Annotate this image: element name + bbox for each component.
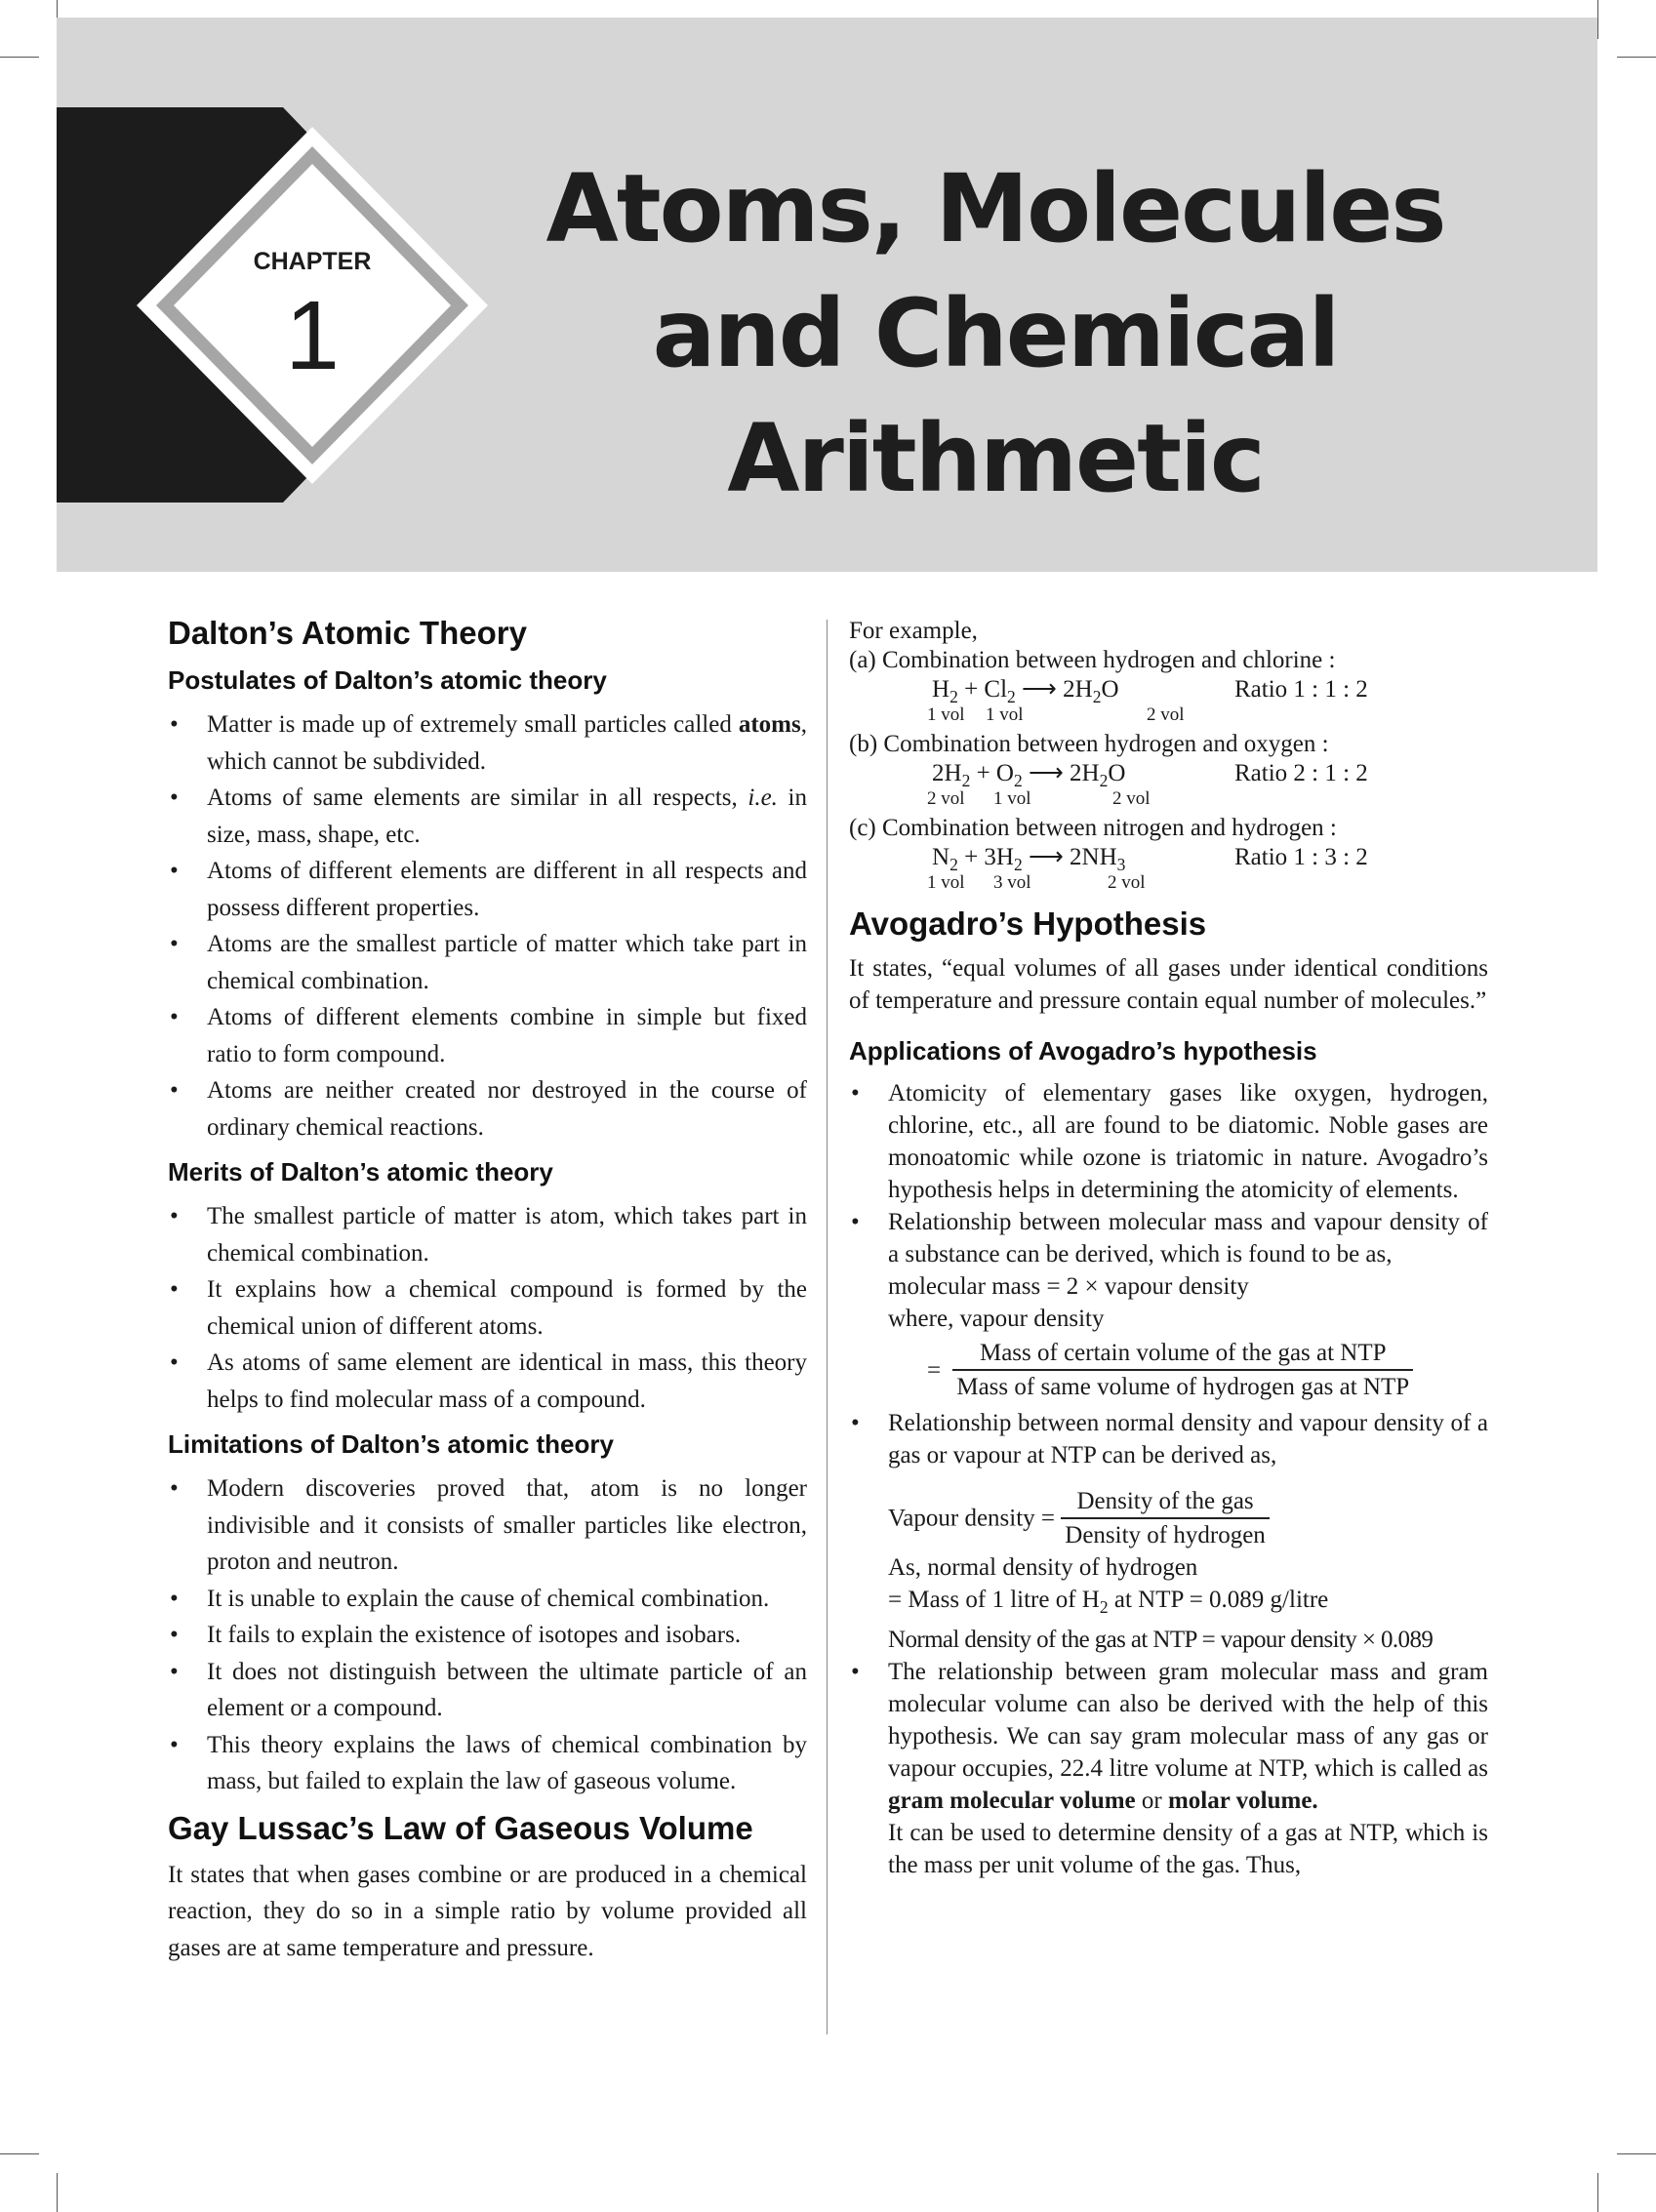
heading-postulates: Postulates of Dalton’s atomic theory (168, 665, 607, 695)
heading-merits: Merits of Dalton’s atomic theory (168, 1157, 553, 1186)
heading-applications: Applications of Avogadro’s hypothesis (849, 1036, 1317, 1066)
chapter-label: CHAPTER (253, 248, 372, 275)
list-item: • Relationship between normal density and vapour density of a gas or vapour at NTP can be derived as, Vapour density = $\frac{\text{Density of the gas}}{\text{Density of hydrogen}}$ As, normal density of hydrogen = Mass of 1 litre of $H_2$ at NTP = 0.089 g/litre Normal density of the gas at NTP = vapour density × 0.089 (849, 1407, 1488, 1656)
column-divider (827, 620, 828, 2034)
postulates-list (168, 706, 807, 1146)
list-item: • Atoms of different elements combine in simple but fixed ratio to form compound. (168, 999, 807, 1072)
list-item: • The relationship between gram molecular mass and gram molecular volume can also be derived with the help of this hypothesis. We can say gram molecular mass of any gas or vapour occupies, 22.4 litre volume at NTP, which is called as gram molecular volume or molar volume. It can be used to determine density of a gas at NTP, which is the mass per unit volume of the gas. Thus, (849, 1656, 1488, 1881)
list-item: • Atoms are the smallest particle of matter which take part in chemical combination. (168, 926, 807, 999)
list-item: • Atoms of different elements are different in all respects and possess different properties. (168, 853, 807, 926)
list-item: • This theory explains the laws of chemical combination by mass, but failed to explain the law of gaseous volume. (168, 1727, 807, 1800)
example-a-label: (a) Combination between hydrogen and chlorine : (849, 647, 1336, 673)
applications-list (849, 1077, 1488, 1881)
equation-c: $N_2 + 3H_2$ ⟶ $2NH_3$ Ratio 1 : 3 : 2 1 vol 3 vol 2 vol (927, 844, 1368, 893)
list-item: • As atoms of same element are identical in mass, this theory helps to find molecular mass of a compound. (168, 1345, 807, 1418)
list-item: • It fails to explain the existence of isotopes and isobars. (168, 1617, 807, 1654)
avogadro-text: It states, “equal volumes of all gases under identical conditions of temperature and pressure contain equal number of molecules.” (849, 955, 1488, 1014)
list-item: • Atomicity of elementary gases like oxygen, hydrogen, chlorine, etc., all are found to be diatomic. Noble gases are monoatomic while ozone is triatomic in nature. Avogadro’s hypothesis helps in determining the atomicity of elements. (849, 1077, 1488, 1206)
list-item: • Modern discoveries proved that, atom is no longer indivisible and it consists of smaller particles like electron, proton and neutron. (168, 1470, 807, 1581)
left-column (168, 605, 807, 1966)
heading-limitations: Limitations of Dalton’s atomic theory (168, 1429, 614, 1459)
list-item: • Relationship between molecular mass and vapour density of a substance can be derived, which is found to be as, molecular mass = 2 × vapour density where, vapour density = $\frac{\text{Mass of certain volume of the gas at NTP}}{\text{Mass of same volume of hydrogen gas at NTP}}$ (849, 1206, 1488, 1403)
crop-mark (0, 2153, 39, 2154)
list-item: • Atoms of same elements are similar in all respects, i.e. in size, mass, shape, etc. (168, 780, 807, 853)
list-item: • The smallest particle of matter is atom, which takes part in chemical combination. (168, 1198, 807, 1271)
vapour-density-ratio: Vapour density = $\frac{\text{Density of the gas}}{\text{Density of hydrogen}}$ (888, 1485, 1488, 1551)
title-line: and Chemical (652, 279, 1339, 388)
for-example: For example, (849, 618, 978, 644)
list-item: • It is unable to explain the cause of chemical combination. (168, 1581, 807, 1618)
crop-mark (1617, 2153, 1656, 2154)
list-item: • Matter is made up of extremely small particles called atoms, which cannot be subdivided. (168, 706, 807, 780)
title-line: Atoms, Molecules (545, 154, 1445, 263)
heading-dalton: Dalton’s Atomic Theory (168, 615, 527, 651)
example-c-label: (c) Combination between nitrogen and hydrogen : (849, 815, 1337, 841)
crop-mark (57, 2173, 58, 2212)
right-column (849, 617, 1488, 1881)
list-item: • It does not distinguish between the ultimate particle of an element or a compound. (168, 1654, 807, 1727)
gay-lussac-text: It states that when gases combine or are produced in a chemical reaction, they do so in a simple ratio by volume provided all gases are at same temperature and pressure. (168, 1861, 807, 1961)
heading-avogadro: Avogadro’s Hypothesis (849, 905, 1207, 942)
heading-gay-lussac: Gay Lussac’s Law of Gaseous Volume (168, 1809, 753, 1846)
vapour-density-formula: = $\frac{\text{Mass of certain volume of the gas at NTP}}{\text{Mass of same volume of hydrogen gas at NTP}}$ (888, 1337, 1488, 1403)
list-item: • It explains how a chemical compound is formed by the chemical union of different atoms. (168, 1271, 807, 1345)
chapter-number: 1 (285, 281, 340, 390)
equation-b: $2H_2 + O_2$ ⟶ $2H_2O$ Ratio 2 : 1 : 2 2 vol 1 vol 2 vol (927, 760, 1368, 809)
merits-list (168, 1198, 807, 1418)
chapter-title (527, 146, 1464, 521)
crop-mark (1597, 2173, 1598, 2212)
equation-a: $H_2 + Cl_2$ ⟶ $2H_2O$ Ratio 1 : 1 : 2 1 vol 1 vol 2 vol (927, 676, 1368, 725)
example-b-label: (b) Combination between hydrogen and oxygen : (849, 731, 1329, 757)
title-line: Arithmetic (727, 404, 1264, 513)
list-item: • Atoms are neither created nor destroyed in the course of ordinary chemical reactions. (168, 1072, 807, 1146)
limitations-list (168, 1470, 807, 1800)
